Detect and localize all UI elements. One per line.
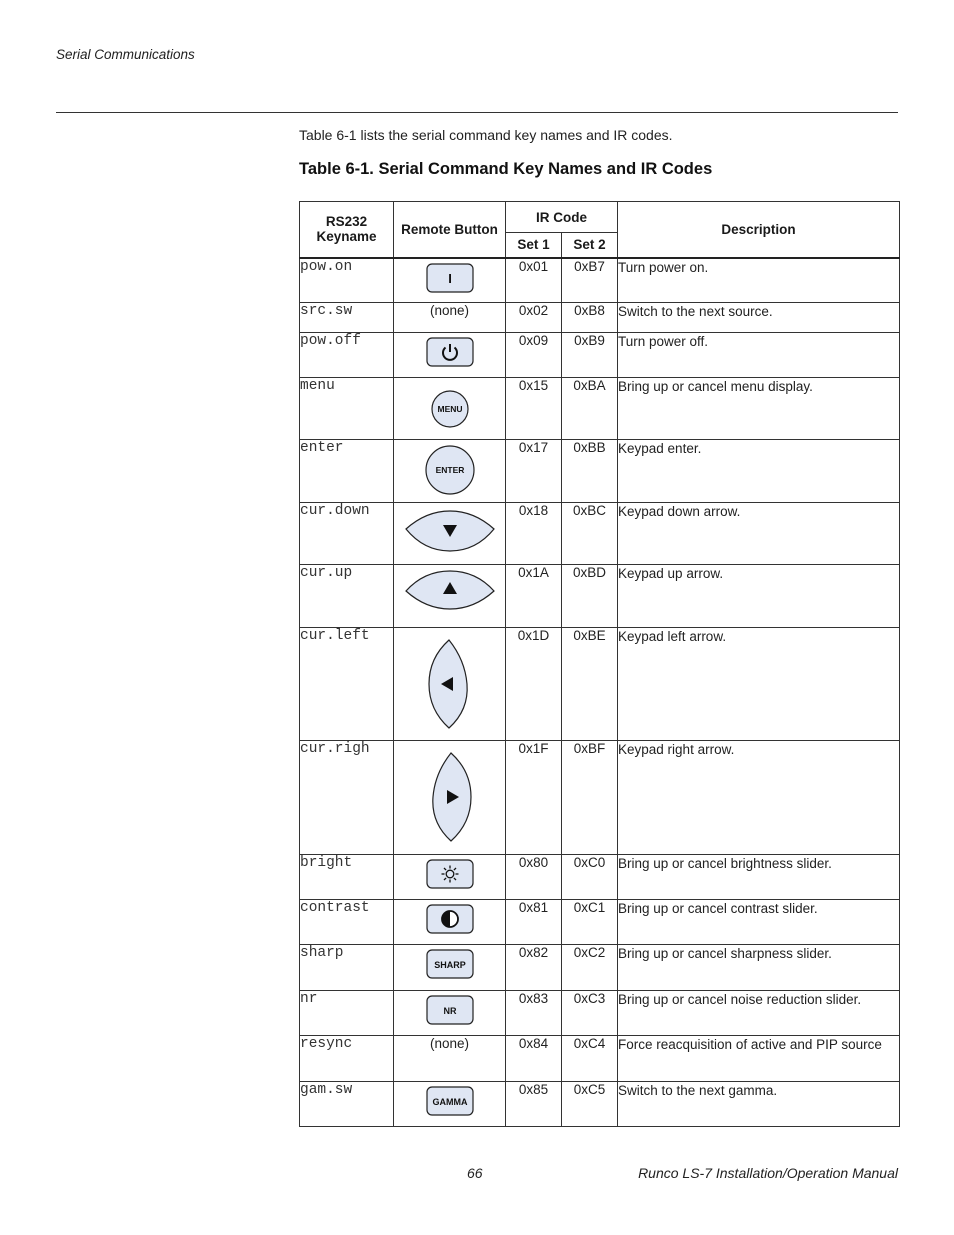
table-row — [300, 991, 900, 1036]
arrow-right-button-icon — [394, 741, 505, 843]
header-rule — [56, 112, 898, 113]
ir-code-set2: 0xB7 — [562, 258, 618, 303]
ir-code-set2: 0xBF — [562, 741, 618, 855]
ir-code-set2: 0xC5 — [562, 1082, 618, 1127]
ir-code-set2: 0xBE — [562, 628, 618, 741]
header-keyname: RS232 Keyname — [300, 202, 394, 258]
rs232-keyname: resync — [300, 1036, 394, 1082]
ir-code-set1: 0x84 — [506, 1036, 562, 1082]
table-row — [300, 333, 900, 378]
table-row — [300, 741, 900, 855]
enter-label: ENTER — [435, 465, 464, 475]
description: Keypad right arrow. — [618, 741, 900, 855]
page-number: 66 — [467, 1165, 483, 1181]
power-off-button-icon — [394, 333, 505, 367]
table-row — [300, 303, 900, 333]
ir-code-set1: 0x80 — [506, 855, 562, 900]
ir-code-set1: 0x1D — [506, 628, 562, 741]
remote-button-cell — [394, 258, 506, 303]
remote-button-cell — [394, 378, 506, 440]
remote-button-cell — [394, 440, 506, 503]
description: Bring up or cancel sharpness slider. — [618, 945, 900, 991]
ir-code-set1: 0x18 — [506, 503, 562, 565]
table-row — [300, 1036, 900, 1082]
table-row — [300, 628, 900, 741]
rs232-keyname: cur.up — [300, 565, 394, 628]
description: Switch to the next source. — [618, 303, 900, 333]
rs232-keyname: contrast — [300, 900, 394, 945]
table-row — [300, 945, 900, 991]
remote-button-cell — [394, 900, 506, 945]
rs232-keyname: bright — [300, 855, 394, 900]
remote-button-cell — [394, 855, 506, 900]
ir-code-set2: 0xC3 — [562, 991, 618, 1036]
sharp-label: SHARP — [433, 960, 466, 970]
table-title: Table 6-1. Serial Command Key Names and IR Codes — [299, 160, 713, 178]
gamma-label: GAMMA — [432, 1097, 467, 1107]
description: Keypad down arrow. — [618, 503, 900, 565]
header-set1: Set 1 — [506, 233, 562, 258]
ir-code-set2: 0xC1 — [562, 900, 618, 945]
nr-label: NR — [443, 1006, 456, 1016]
intro-text: Table 6-1 lists the serial command key names and IR codes. — [299, 127, 673, 143]
ir-code-set2: 0xC2 — [562, 945, 618, 991]
table-row — [300, 258, 900, 303]
brightness-button-icon — [394, 855, 505, 889]
ir-code-set2: 0xB8 — [562, 303, 618, 333]
table-row — [300, 378, 900, 440]
description: Bring up or cancel menu display. — [618, 378, 900, 440]
power-on-label: I — [447, 270, 452, 286]
header-set2: Set 2 — [562, 233, 618, 258]
ir-code-set1: 0x82 — [506, 945, 562, 991]
ir-code-set1: 0x85 — [506, 1082, 562, 1127]
remote-button-none: (none) — [394, 303, 506, 333]
ir-code-set1: 0x1A — [506, 565, 562, 628]
table-row — [300, 440, 900, 503]
remote-button-none: (none) — [394, 1036, 506, 1082]
remote-button-cell — [394, 1082, 506, 1127]
rs232-keyname: src.sw — [300, 303, 394, 333]
description: Switch to the next gamma. — [618, 1082, 900, 1127]
remote-button-cell — [394, 333, 506, 378]
remote-button-cell — [394, 628, 506, 741]
ir-code-set1: 0x83 — [506, 991, 562, 1036]
description: Keypad left arrow. — [618, 628, 900, 741]
remote-button-cell — [394, 945, 506, 991]
ir-code-set1: 0x81 — [506, 900, 562, 945]
menu-label: MENU — [436, 404, 463, 414]
ir-code-table — [299, 201, 900, 1127]
enter-button-icon — [394, 440, 505, 496]
gamma-button-icon — [394, 1082, 505, 1116]
rs232-keyname: cur.left — [300, 628, 394, 741]
ir-code-set2: 0xC4 — [562, 1036, 618, 1082]
menu-button-icon — [394, 378, 505, 429]
rs232-keyname: sharp — [300, 945, 394, 991]
ir-code-set1: 0x1F — [506, 741, 562, 855]
description: Bring up or cancel contrast slider. — [618, 900, 900, 945]
description: Keypad enter. — [618, 440, 900, 503]
table-row — [300, 1082, 900, 1127]
ir-code-set2: 0xBD — [562, 565, 618, 628]
power-on-button-icon — [394, 259, 505, 293]
remote-button-cell — [394, 741, 506, 855]
arrow-up-button-icon — [394, 565, 505, 615]
arrow-down-button-icon — [394, 503, 505, 553]
table-row — [300, 855, 900, 900]
manual-title: Runco LS-7 Installation/Operation Manual — [638, 1165, 898, 1181]
ir-code-set1: 0x09 — [506, 333, 562, 378]
rs232-keyname: pow.off — [300, 333, 394, 378]
header-remote-button: Remote Button — [394, 202, 506, 258]
ir-code-set2: 0xBC — [562, 503, 618, 565]
remote-button-cell — [394, 991, 506, 1036]
rs232-keyname: enter — [300, 440, 394, 503]
ir-code-set2: 0xBB — [562, 440, 618, 503]
table-row — [300, 503, 900, 565]
rs232-keyname: pow.on — [300, 258, 394, 303]
ir-code-set1: 0x17 — [506, 440, 562, 503]
header-ir-code: IR Code — [506, 202, 618, 233]
ir-code-set1: 0x15 — [506, 378, 562, 440]
arrow-left-button-icon — [394, 628, 505, 730]
ir-code-set2: 0xBA — [562, 378, 618, 440]
remote-button-cell — [394, 503, 506, 565]
sharp-button-icon — [394, 945, 505, 979]
ir-code-set2: 0xC0 — [562, 855, 618, 900]
table-row — [300, 565, 900, 628]
nr-button-icon — [394, 991, 505, 1025]
description: Force reacquisition of active and PIP source — [618, 1036, 900, 1082]
rs232-keyname: menu — [300, 378, 394, 440]
header-description: Description — [618, 202, 900, 258]
rs232-keyname: gam.sw — [300, 1082, 394, 1127]
table-row — [300, 900, 900, 945]
description: Turn power on. — [618, 258, 900, 303]
description: Turn power off. — [618, 333, 900, 378]
running-head: Serial Communications — [56, 47, 195, 62]
ir-code-set1: 0x01 — [506, 258, 562, 303]
description: Keypad up arrow. — [618, 565, 900, 628]
rs232-keyname: cur.down — [300, 503, 394, 565]
description: Bring up or cancel noise reduction slider. — [618, 991, 900, 1036]
contrast-button-icon — [394, 900, 505, 934]
ir-code-set1: 0x02 — [506, 303, 562, 333]
rs232-keyname: cur.righ — [300, 741, 394, 855]
rs232-keyname: nr — [300, 991, 394, 1036]
ir-code-set2: 0xB9 — [562, 333, 618, 378]
remote-button-cell — [394, 565, 506, 628]
description: Bring up or cancel brightness slider. — [618, 855, 900, 900]
